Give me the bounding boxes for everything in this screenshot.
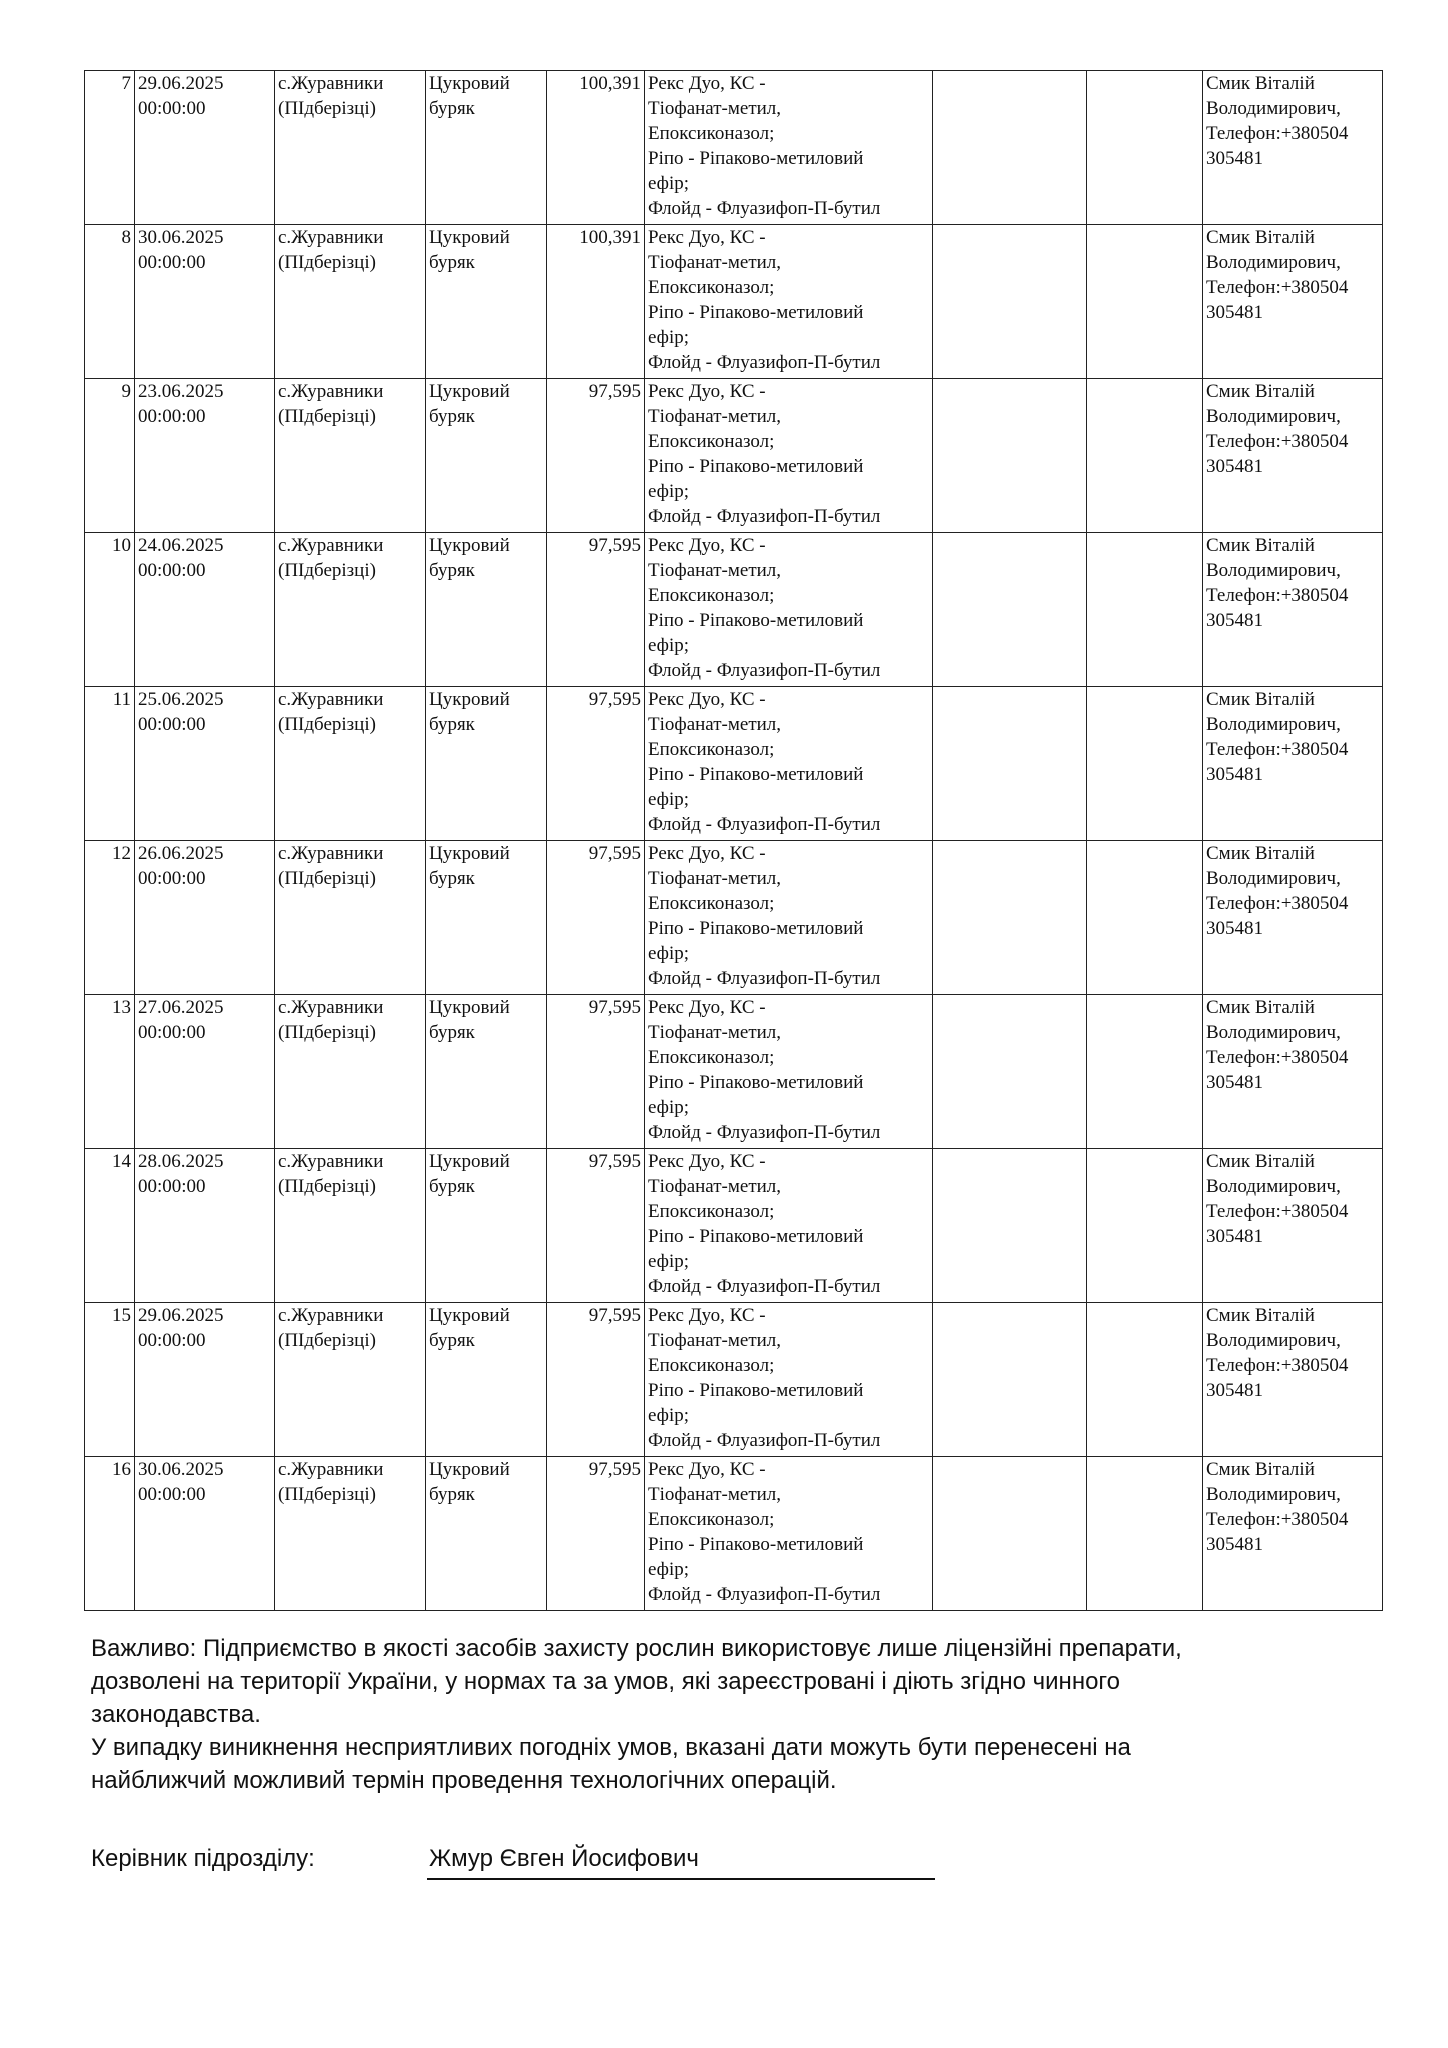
row-number-cell-text: 11 — [112, 689, 131, 710]
contact-cell-text: 305481 — [1206, 1072, 1263, 1093]
contact-cell-text: 305481 — [1206, 302, 1263, 323]
crop-cell-text: Цукровий — [429, 227, 510, 248]
preparation-cell-text: ефір; — [648, 789, 690, 810]
preparation-cell-text: Флойд - Флуазифоп-П-бутил — [648, 814, 881, 835]
preparation-cell-text: Ріпо - Ріпаково-метиловий — [648, 610, 864, 631]
date-cell-text: 25.06.2025 — [138, 689, 224, 710]
row-number-cell-text: 15 — [112, 1305, 131, 1326]
row-number-cell-text: 9 — [121, 381, 131, 402]
row-number-cell — [85, 1149, 135, 1303]
contact-cell — [1203, 379, 1383, 533]
contact-cell — [1203, 1457, 1383, 1611]
notes-block — [91, 1632, 1351, 1797]
location-cell-text: (ПІдберізці) — [278, 252, 376, 273]
crop-cell-text: буряк — [429, 714, 475, 735]
contact-cell-text: Володимирович, — [1206, 1022, 1341, 1043]
preparation-cell-text: Рекс Дуо, КС - — [648, 1459, 766, 1480]
preparation-cell-text: Флойд - Флуазифоп-П-бутил — [648, 1584, 881, 1605]
area-cell-text: 97,595 — [588, 1459, 641, 1480]
preparation-cell-text: Флойд - Флуазифоп-П-бутил — [648, 1430, 881, 1451]
empty-cell-7 — [933, 687, 1087, 841]
date-cell-text: 23.06.2025 — [138, 381, 224, 402]
preparation-cell — [645, 995, 933, 1149]
crop-cell-text: буряк — [429, 1330, 475, 1351]
crop-cell-text: Цукровий — [429, 843, 510, 864]
preparation-cell-text: ефір; — [648, 1251, 690, 1272]
table-row — [85, 71, 1383, 225]
date-cell-text: 00:00:00 — [138, 714, 206, 735]
contact-cell-text: Смик Віталій — [1206, 227, 1315, 248]
preparation-cell-text: Тіофанат-метил, — [648, 560, 782, 581]
preparation-cell-text: Флойд - Флуазифоп-П-бутил — [648, 352, 881, 373]
row-number-cell — [85, 687, 135, 841]
contact-cell-text: Телефон:+380504 — [1206, 277, 1349, 298]
preparation-cell-text: Тіофанат-метил, — [648, 868, 782, 889]
preparation-cell-text: Ріпо - Ріпаково-метиловий — [648, 1226, 864, 1247]
empty-cell-7 — [933, 71, 1087, 225]
signature-label: Керівник підрозділу: — [91, 1845, 315, 1872]
contact-cell-text: 305481 — [1206, 456, 1263, 477]
date-cell-text: 27.06.2025 — [138, 997, 224, 1018]
crop-cell — [426, 533, 547, 687]
location-cell — [275, 1149, 426, 1303]
empty-cell-8 — [1087, 533, 1203, 687]
preparation-cell-text: Епоксиконазол; — [648, 585, 775, 606]
location-cell-text: (ПІдберізці) — [278, 1022, 376, 1043]
preparation-cell-text: ефір; — [648, 943, 690, 964]
empty-cell-8 — [1087, 1303, 1203, 1457]
crop-cell — [426, 1457, 547, 1611]
location-cell-text: (ПІдберізці) — [278, 868, 376, 889]
area-cell — [547, 379, 645, 533]
row-number-cell-text: 10 — [112, 535, 131, 556]
contact-cell-text: Телефон:+380504 — [1206, 1355, 1349, 1376]
row-number-cell — [85, 1457, 135, 1611]
preparation-cell-text: Епоксиконазол; — [648, 1509, 775, 1530]
preparation-cell-text: ефір; — [648, 1097, 690, 1118]
row-number-cell-text: 8 — [121, 227, 131, 248]
empty-cell-7 — [933, 533, 1087, 687]
crop-cell-text: буряк — [429, 560, 475, 581]
preparation-cell-text: Ріпо - Ріпаково-метиловий — [648, 148, 864, 169]
preparation-cell — [645, 1149, 933, 1303]
table-row — [85, 533, 1383, 687]
preparation-cell-text: Ріпо - Ріпаково-метиловий — [648, 1380, 864, 1401]
preparation-cell — [645, 533, 933, 687]
contact-cell-text: Володимирович, — [1206, 406, 1341, 427]
empty-cell-7 — [933, 225, 1087, 379]
contact-cell-text: Володимирович, — [1206, 1330, 1341, 1351]
date-cell-text: 30.06.2025 — [138, 227, 224, 248]
contact-cell-text: Телефон:+380504 — [1206, 1047, 1349, 1068]
location-cell-text: с.Журавники — [278, 1459, 384, 1480]
crop-cell-text: буряк — [429, 868, 475, 889]
preparation-cell-text: Тіофанат-метил, — [648, 1022, 782, 1043]
date-cell-text: 28.06.2025 — [138, 1151, 224, 1172]
date-cell-text: 00:00:00 — [138, 406, 206, 427]
date-cell — [135, 533, 275, 687]
contact-cell-text: Володимирович, — [1206, 252, 1341, 273]
date-cell — [135, 225, 275, 379]
preparation-cell-text: Епоксиконазол; — [648, 1355, 775, 1376]
preparation-cell-text: Епоксиконазол; — [648, 277, 775, 298]
preparation-cell-text: Флойд - Флуазифоп-П-бутил — [648, 660, 881, 681]
note-line: дозволені на території України, у нормах та за умов, які зареєстровані і діють згідно чинного — [91, 1668, 1120, 1695]
location-cell-text: с.Журавники — [278, 1151, 384, 1172]
empty-cell-8 — [1087, 71, 1203, 225]
empty-cell-7 — [933, 1149, 1087, 1303]
empty-cell-8 — [1087, 841, 1203, 995]
empty-cell-7 — [933, 1303, 1087, 1457]
preparation-cell-text: Ріпо - Ріпаково-метиловий — [648, 764, 864, 785]
date-cell-text: 00:00:00 — [138, 560, 206, 581]
preparation-cell-text: Рекс Дуо, КС - — [648, 381, 766, 402]
contact-cell — [1203, 71, 1383, 225]
empty-cell-7 — [933, 841, 1087, 995]
preparation-cell-text: Епоксиконазол; — [648, 1047, 775, 1068]
contact-cell-text: Телефон:+380504 — [1206, 893, 1349, 914]
location-cell-text: с.Журавники — [278, 997, 384, 1018]
preparation-cell-text: Рекс Дуо, КС - — [648, 1151, 766, 1172]
area-cell — [547, 225, 645, 379]
crop-cell-text: Цукровий — [429, 1459, 510, 1480]
crop-cell-text: буряк — [429, 98, 475, 119]
location-cell-text: с.Журавники — [278, 843, 384, 864]
empty-cell-8 — [1087, 1149, 1203, 1303]
contact-cell-text: 305481 — [1206, 764, 1263, 785]
location-cell — [275, 379, 426, 533]
empty-cell-8 — [1087, 225, 1203, 379]
preparation-cell-text: Тіофанат-метил, — [648, 1484, 782, 1505]
contact-cell-text: Смик Віталій — [1206, 1459, 1315, 1480]
preparation-cell-text: Флойд - Флуазифоп-П-бутил — [648, 968, 881, 989]
contact-cell-text: Смик Віталій — [1206, 997, 1315, 1018]
location-cell — [275, 995, 426, 1149]
date-cell — [135, 379, 275, 533]
area-cell-text: 97,595 — [588, 535, 641, 556]
crop-cell-text: буряк — [429, 252, 475, 273]
preparation-cell-text: Рекс Дуо, КС - — [648, 997, 766, 1018]
date-cell — [135, 995, 275, 1149]
preparation-cell-text: Тіофанат-метил, — [648, 714, 782, 735]
preparation-cell-text: Епоксиконазол; — [648, 739, 775, 760]
preparation-cell — [645, 71, 933, 225]
contact-cell-text: Телефон:+380504 — [1206, 431, 1349, 452]
crop-cell — [426, 687, 547, 841]
preparation-cell — [645, 379, 933, 533]
contact-cell-text: Смик Віталій — [1206, 73, 1315, 94]
date-cell — [135, 687, 275, 841]
date-cell-text: 00:00:00 — [138, 1022, 206, 1043]
area-cell-text: 97,595 — [588, 689, 641, 710]
contact-cell-text: Смик Віталій — [1206, 1305, 1315, 1326]
row-number-cell — [85, 379, 135, 533]
treatment-schedule-table — [84, 70, 1383, 1611]
contact-cell-text: Телефон:+380504 — [1206, 585, 1349, 606]
crop-cell — [426, 841, 547, 995]
contact-cell-text: Володимирович, — [1206, 1484, 1341, 1505]
row-number-cell — [85, 995, 135, 1149]
row-number-cell — [85, 1303, 135, 1457]
area-cell — [547, 995, 645, 1149]
location-cell-text: (ПІдберізці) — [278, 1484, 376, 1505]
contact-cell-text: 305481 — [1206, 918, 1263, 939]
preparation-cell-text: Тіофанат-метил, — [648, 252, 782, 273]
row-number-cell — [85, 533, 135, 687]
note-line: найближчий можливий термін проведення технологічних операцій. — [91, 1767, 837, 1794]
note-line: У випадку виникнення несприятливих погодніх умов, вказані дати можуть бути перенесені на — [91, 1734, 1131, 1761]
date-cell — [135, 1303, 275, 1457]
area-cell — [547, 533, 645, 687]
empty-cell-7 — [933, 379, 1087, 533]
area-cell — [547, 1303, 645, 1457]
location-cell-text: с.Журавники — [278, 689, 384, 710]
preparation-cell-text: Ріпо - Ріпаково-метиловий — [648, 1072, 864, 1093]
location-cell — [275, 533, 426, 687]
area-cell — [547, 1149, 645, 1303]
preparation-cell — [645, 1457, 933, 1611]
preparation-cell-text: Рекс Дуо, КС - — [648, 689, 766, 710]
contact-cell — [1203, 533, 1383, 687]
location-cell — [275, 841, 426, 995]
table-row — [85, 995, 1383, 1149]
date-cell-text: 00:00:00 — [138, 1484, 206, 1505]
table-body — [85, 71, 1383, 1611]
preparation-cell-text: Епоксиконазол; — [648, 1201, 775, 1222]
preparation-cell — [645, 225, 933, 379]
note-line: законодавства. — [91, 1701, 261, 1728]
crop-cell-text: Цукровий — [429, 1305, 510, 1326]
empty-cell-8 — [1087, 379, 1203, 533]
preparation-cell-text: Тіофанат-метил, — [648, 1176, 782, 1197]
contact-cell-text: 305481 — [1206, 1380, 1263, 1401]
date-cell-text: 24.06.2025 — [138, 535, 224, 556]
empty-cell-8 — [1087, 687, 1203, 841]
location-cell — [275, 1457, 426, 1611]
contact-cell — [1203, 995, 1383, 1149]
location-cell-text: (ПІдберізці) — [278, 98, 376, 119]
empty-cell-8 — [1087, 995, 1203, 1149]
date-cell-text: 30.06.2025 — [138, 1459, 224, 1480]
row-number-cell-text: 14 — [112, 1151, 131, 1172]
crop-cell-text: Цукровий — [429, 381, 510, 402]
preparation-cell-text: Рекс Дуо, КС - — [648, 535, 766, 556]
contact-cell-text: Володимирович, — [1206, 868, 1341, 889]
preparation-cell-text: Тіофанат-метил, — [648, 1330, 782, 1351]
contact-cell — [1203, 1303, 1383, 1457]
area-cell-text: 97,595 — [588, 843, 641, 864]
date-cell-text: 00:00:00 — [138, 868, 206, 889]
area-cell-text: 100,391 — [579, 73, 641, 94]
empty-cell-7 — [933, 995, 1087, 1149]
preparation-cell-text: ефір; — [648, 481, 690, 502]
preparation-cell-text: Флойд - Флуазифоп-П-бутил — [648, 1122, 881, 1143]
area-cell-text: 97,595 — [588, 1151, 641, 1172]
contact-cell — [1203, 1149, 1383, 1303]
contact-cell-text: 305481 — [1206, 148, 1263, 169]
preparation-cell — [645, 687, 933, 841]
crop-cell-text: Цукровий — [429, 535, 510, 556]
contact-cell-text: Телефон:+380504 — [1206, 1509, 1349, 1530]
location-cell-text: с.Журавники — [278, 535, 384, 556]
date-cell-text: 00:00:00 — [138, 98, 206, 119]
note-line: Важливо: Підприємство в якості засобів захисту рослин використовує лише ліцензійні препарати, — [91, 1635, 1182, 1662]
date-cell-text: 00:00:00 — [138, 1330, 206, 1351]
area-cell — [547, 687, 645, 841]
empty-cell-7 — [933, 1457, 1087, 1611]
location-cell — [275, 687, 426, 841]
location-cell-text: (ПІдберізці) — [278, 1330, 376, 1351]
location-cell-text: с.Журавники — [278, 381, 384, 402]
contact-cell-text: 305481 — [1206, 1534, 1263, 1555]
contact-cell-text: Володимирович, — [1206, 98, 1341, 119]
row-number-cell — [85, 841, 135, 995]
preparation-cell-text: Ріпо - Ріпаково-метиловий — [648, 1534, 864, 1555]
signature-underline — [427, 1878, 935, 1880]
contact-cell-text: Телефон:+380504 — [1206, 123, 1349, 144]
contact-cell-text: Володимирович, — [1206, 714, 1341, 735]
date-cell-text: 29.06.2025 — [138, 1305, 224, 1326]
preparation-cell-text: Епоксиконазол; — [648, 893, 775, 914]
row-number-cell — [85, 225, 135, 379]
table-row — [85, 841, 1383, 995]
crop-cell-text: Цукровий — [429, 1151, 510, 1172]
table-row — [85, 1303, 1383, 1457]
contact-cell-text: 305481 — [1206, 610, 1263, 631]
table-row — [85, 379, 1383, 533]
crop-cell-text: буряк — [429, 1176, 475, 1197]
crop-cell-text: Цукровий — [429, 73, 510, 94]
weather-note — [91, 1731, 1351, 1797]
row-number-cell-text: 16 — [112, 1459, 131, 1480]
crop-cell-text: Цукровий — [429, 689, 510, 710]
date-cell-text: 26.06.2025 — [138, 843, 224, 864]
contact-cell-text: Телефон:+380504 — [1206, 1201, 1349, 1222]
contact-cell-text: Смик Віталій — [1206, 381, 1315, 402]
preparation-cell-text: ефір; — [648, 1559, 690, 1580]
area-cell-text: 100,391 — [579, 227, 641, 248]
location-cell-text: (ПІдберізці) — [278, 406, 376, 427]
contact-cell — [1203, 841, 1383, 995]
location-cell-text: (ПІдберізці) — [278, 1176, 376, 1197]
contact-cell-text: Володимирович, — [1206, 560, 1341, 581]
preparation-cell-text: ефір; — [648, 635, 690, 656]
row-number-cell-text: 13 — [112, 997, 131, 1018]
location-cell — [275, 71, 426, 225]
date-cell — [135, 841, 275, 995]
date-cell-text: 29.06.2025 — [138, 73, 224, 94]
preparation-cell-text: Флойд - Флуазифоп-П-бутил — [648, 506, 881, 527]
empty-cell-8 — [1087, 1457, 1203, 1611]
table-row — [85, 1457, 1383, 1611]
preparation-cell-text: Рекс Дуо, КС - — [648, 1305, 766, 1326]
table-row — [85, 1149, 1383, 1303]
table-row — [85, 225, 1383, 379]
location-cell-text: с.Журавники — [278, 1305, 384, 1326]
row-number-cell-text: 7 — [121, 73, 131, 94]
preparation-cell-text: Флойд - Флуазифоп-П-бутил — [648, 1276, 881, 1297]
preparation-cell-text: Ріпо - Ріпаково-метиловий — [648, 302, 864, 323]
row-number-cell-text: 12 — [112, 843, 131, 864]
location-cell-text: (ПІдберізці) — [278, 714, 376, 735]
contact-cell-text: Смик Віталій — [1206, 535, 1315, 556]
crop-cell — [426, 995, 547, 1149]
contact-cell-text: Телефон:+380504 — [1206, 739, 1349, 760]
crop-cell-text: буряк — [429, 1484, 475, 1505]
preparation-cell-text: Епоксиконазол; — [648, 123, 775, 144]
location-cell — [275, 1303, 426, 1457]
crop-cell-text: Цукровий — [429, 997, 510, 1018]
date-cell — [135, 71, 275, 225]
contact-cell — [1203, 225, 1383, 379]
contact-cell-text: 305481 — [1206, 1226, 1263, 1247]
contact-cell-text: Володимирович, — [1206, 1176, 1341, 1197]
preparation-cell — [645, 1303, 933, 1457]
preparation-cell-text: Рекс Дуо, КС - — [648, 73, 766, 94]
preparation-cell-text: Рекс Дуо, КС - — [648, 843, 766, 864]
crop-cell — [426, 1149, 547, 1303]
preparation-cell-text: ефір; — [648, 1405, 690, 1426]
location-cell-text: с.Журавники — [278, 227, 384, 248]
signature-block — [91, 1844, 991, 1884]
location-cell-text: (ПІдберізці) — [278, 560, 376, 581]
location-cell-text: с.Журавники — [278, 73, 384, 94]
crop-cell-text: буряк — [429, 1022, 475, 1043]
preparation-cell-text: Ріпо - Ріпаково-метиловий — [648, 456, 864, 477]
area-cell — [547, 841, 645, 995]
area-cell-text: 97,595 — [588, 381, 641, 402]
preparation-cell-text: Тіофанат-метил, — [648, 98, 782, 119]
date-cell — [135, 1149, 275, 1303]
preparation-cell-text: Ріпо - Ріпаково-метиловий — [648, 918, 864, 939]
contact-cell-text: Смик Віталій — [1206, 1151, 1315, 1172]
preparation-cell-text: ефір; — [648, 327, 690, 348]
preparation-cell-text: Тіофанат-метил, — [648, 406, 782, 427]
important-note — [91, 1632, 1351, 1731]
preparation-cell-text: ефір; — [648, 173, 690, 194]
area-cell — [547, 71, 645, 225]
area-cell-text: 97,595 — [588, 1305, 641, 1326]
signature-name: Жмур Євген Йосифович — [429, 1845, 699, 1872]
area-cell-text: 97,595 — [588, 997, 641, 1018]
crop-cell — [426, 379, 547, 533]
area-cell — [547, 1457, 645, 1611]
preparation-cell-text: Епоксиконазол; — [648, 431, 775, 452]
date-cell-text: 00:00:00 — [138, 252, 206, 273]
preparation-cell-text: Флойд - Флуазифоп-П-бутил — [648, 198, 881, 219]
table-row — [85, 687, 1383, 841]
crop-cell — [426, 225, 547, 379]
location-cell — [275, 225, 426, 379]
contact-cell-text: Смик Віталій — [1206, 689, 1315, 710]
row-number-cell — [85, 71, 135, 225]
date-cell-text: 00:00:00 — [138, 1176, 206, 1197]
contact-cell — [1203, 687, 1383, 841]
date-cell — [135, 1457, 275, 1611]
contact-cell-text: Смик Віталій — [1206, 843, 1315, 864]
crop-cell — [426, 1303, 547, 1457]
crop-cell — [426, 71, 547, 225]
preparation-cell — [645, 841, 933, 995]
crop-cell-text: буряк — [429, 406, 475, 427]
preparation-cell-text: Рекс Дуо, КС - — [648, 227, 766, 248]
